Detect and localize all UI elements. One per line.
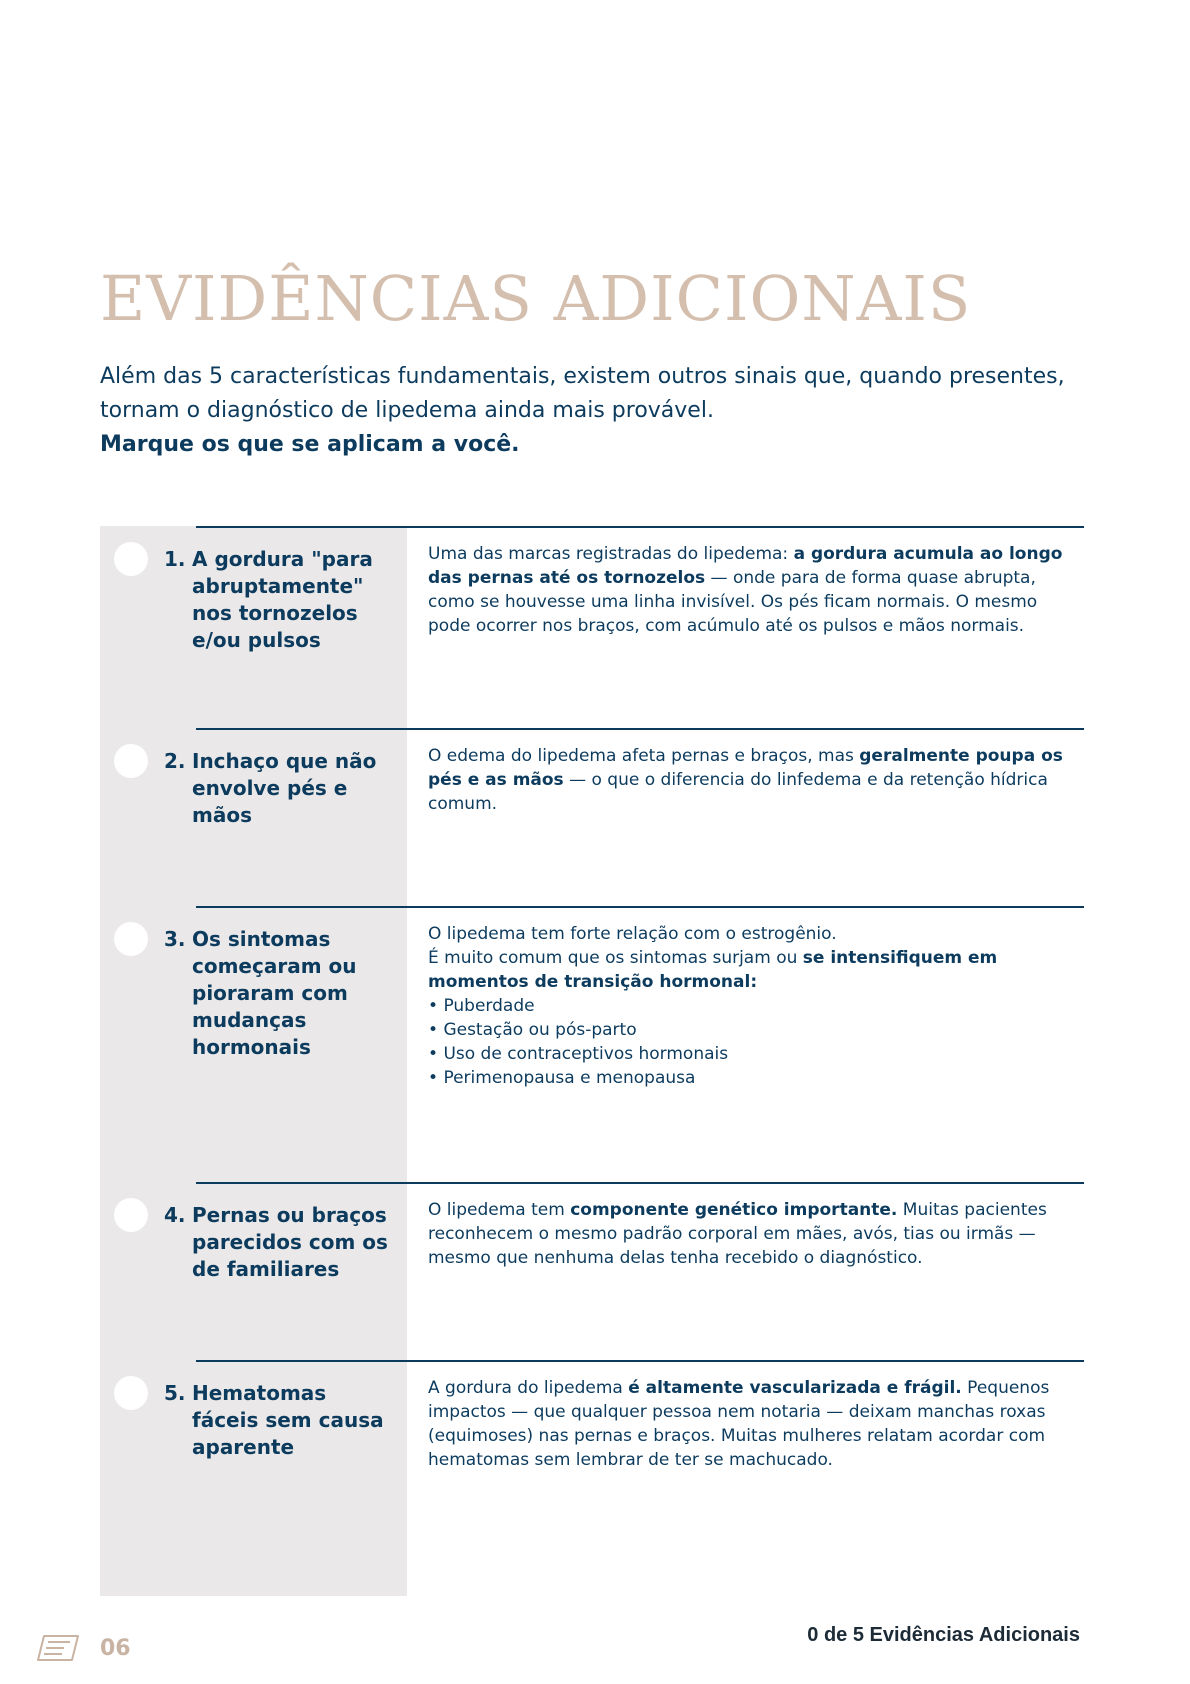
item-description bbox=[428, 1198, 1068, 1270]
desc-bold: é altamente vascularizada e frágil. bbox=[628, 1378, 962, 1398]
list-item: • Puberdade bbox=[428, 994, 1068, 1018]
checkbox-item-5[interactable] bbox=[114, 1376, 148, 1410]
desc-text: O lipedema tem bbox=[428, 1200, 571, 1220]
evidence-counter: 0 de 5 Evidências Adicionais bbox=[807, 1624, 1080, 1646]
list-item: • Uso de contraceptivos hormonais bbox=[428, 1042, 1068, 1066]
item-title: Pernas ou braços parecidos com os de familiares bbox=[192, 1203, 388, 1281]
divider bbox=[196, 906, 1084, 908]
item-description bbox=[428, 1376, 1068, 1472]
item-number: 2. bbox=[164, 749, 186, 773]
logo-icon bbox=[34, 1630, 82, 1666]
hormonal-transitions-list bbox=[428, 994, 1068, 1090]
item-description bbox=[428, 922, 1068, 1090]
desc-text: — onde para de forma quase abrupta, como se houvesse uma linha invisível. Os pés ficam normais. O mesmo pode ocorrer nos braços, com acúmulo até os pulsos e mãos normais. bbox=[428, 568, 1038, 636]
list-item: • Gestação ou pós-parto bbox=[428, 1018, 1068, 1042]
checkbox-item-2[interactable] bbox=[114, 744, 148, 778]
desc-text: O edema do lipedema afeta pernas e braços, mas bbox=[428, 746, 860, 766]
item-number: 5. bbox=[164, 1381, 186, 1405]
desc-text: O lipedema tem forte relação com o estrogênio. bbox=[428, 924, 837, 944]
item-number: 4. bbox=[164, 1203, 186, 1227]
divider bbox=[196, 1360, 1084, 1362]
desc-text: É muito comum que os sintomas surjam ou bbox=[428, 948, 803, 968]
item-description bbox=[428, 542, 1068, 638]
desc-bold: se intensifiquem em momentos de transição hormonal: bbox=[428, 948, 998, 992]
divider bbox=[196, 728, 1084, 730]
intro-text: Além das 5 características fundamentais, existem outros sinais que, quando presentes, tornam o diagnóstico de lipedema ainda mais provável. bbox=[100, 364, 1065, 423]
checkbox-item-1[interactable] bbox=[114, 542, 148, 576]
item-title: Hematomas fáceis sem causa aparente bbox=[192, 1381, 384, 1459]
item-number: 1. bbox=[164, 547, 186, 571]
desc-text: Uma das marcas registradas do lipedema: bbox=[428, 544, 794, 564]
intro-cta: Marque os que se aplicam a você. bbox=[100, 432, 520, 457]
item-title: Os sintomas começaram ou pioraram com mudanças hormonais bbox=[192, 927, 357, 1059]
desc-bold: a gordura acumula ao longo das pernas até os tornozelos bbox=[428, 544, 1063, 588]
list-item: • Perimenopausa e menopausa bbox=[428, 1066, 1068, 1090]
intro bbox=[100, 360, 1100, 462]
desc-text: Pequenos impactos — que qualquer pessoa nem notaria — deixam manchas roxas (equimoses) nas pernas e braços. Muitas mulheres relatam acordar com hematomas sem lembrar de ter se machucado. bbox=[428, 1378, 1050, 1470]
item-title: Inchaço que não envolve pés e mãos bbox=[192, 749, 377, 827]
page-number: 06 bbox=[100, 1636, 131, 1661]
desc-text: — o que o diferencia do linfedema e da retenção hídrica comum. bbox=[428, 770, 1048, 814]
desc-bold: geralmente poupa os pés e as mãos bbox=[428, 746, 1063, 790]
desc-text: A gordura do lipedema bbox=[428, 1378, 629, 1398]
item-number: 3. bbox=[164, 927, 186, 951]
desc-text: Muitas pacientes reconhecem o mesmo padrão corporal em mães, avós, tias ou irmãs — mesmo que nenhuma delas tenha recebido o diagnóstico. bbox=[428, 1200, 1047, 1268]
page-title: EVIDÊNCIAS ADICIONAIS bbox=[100, 262, 972, 335]
item-title: A gordura "para abruptamente" nos tornozelos e/ou pulsos bbox=[192, 547, 373, 652]
item-description bbox=[428, 744, 1068, 816]
checkbox-item-4[interactable] bbox=[114, 1198, 148, 1232]
desc-bold: componente genético importante. bbox=[570, 1200, 898, 1220]
divider bbox=[196, 526, 1084, 528]
checkbox-item-3[interactable] bbox=[114, 922, 148, 956]
divider bbox=[196, 1182, 1084, 1184]
